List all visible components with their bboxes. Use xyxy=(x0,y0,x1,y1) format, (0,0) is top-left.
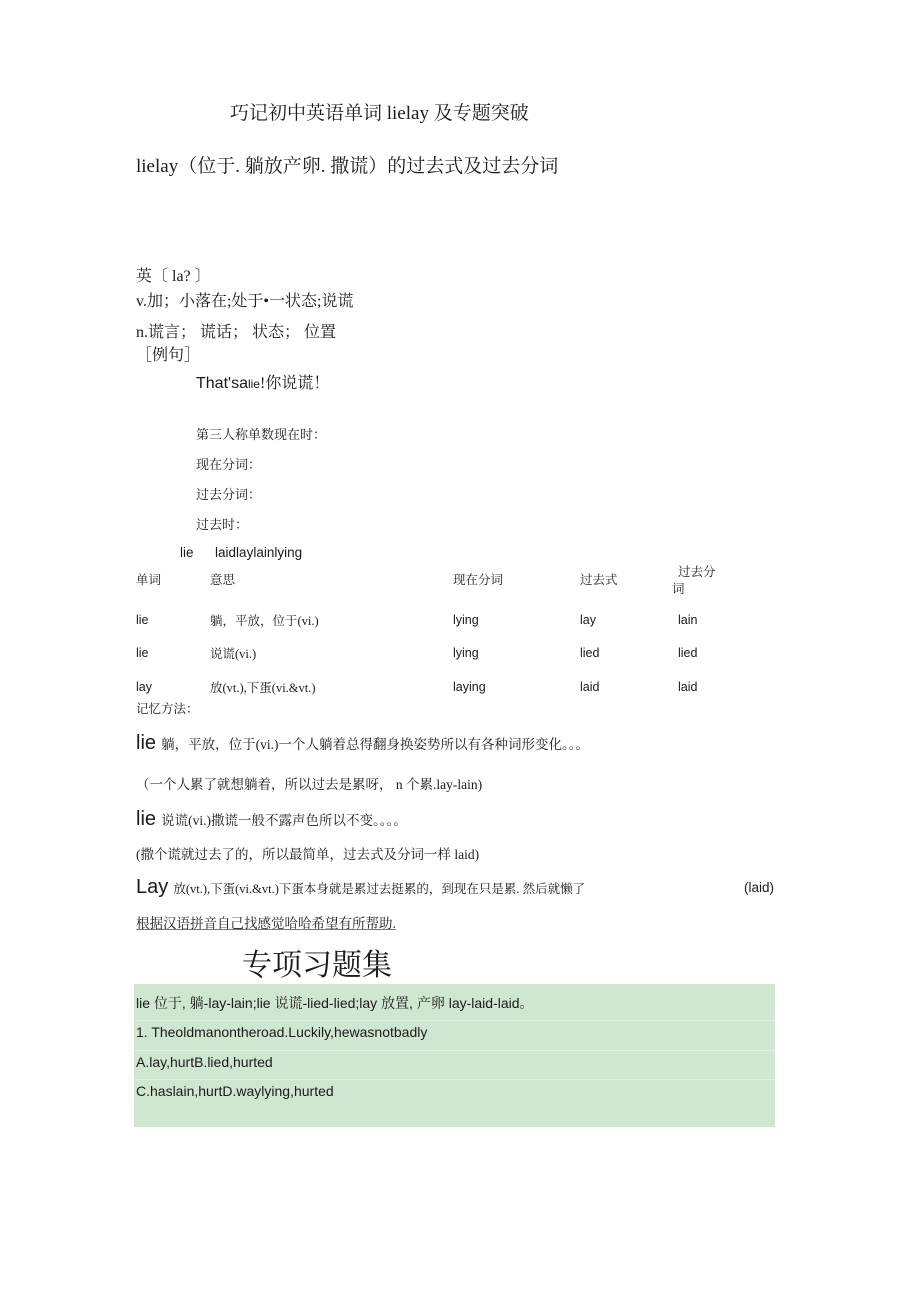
exercise-options-cd: C.haslain,hurtD.waylying,hurted xyxy=(136,1083,334,1099)
exercise-summary-row xyxy=(134,984,775,1021)
memory-item-lie-lie xyxy=(136,732,589,755)
table-header-past-participle-2: 词 xyxy=(672,582,685,596)
example-label: ［例句］ xyxy=(136,347,201,364)
memory-head: lie xyxy=(136,732,157,754)
cell-past-participle: lied xyxy=(678,646,698,660)
cell-word: lay xyxy=(136,680,152,694)
cell-present-participle: lying xyxy=(453,646,479,660)
example-sentence xyxy=(196,370,329,393)
cell-past-participle: lain xyxy=(678,613,698,627)
document-subtitle: lielay（位于. 躺放产卵. 撒谎）的过去式及过去分词 xyxy=(136,156,559,177)
forms-line-values: laidlaylainlying xyxy=(215,545,303,560)
table-header-past-participle-1: 过去分 xyxy=(678,565,716,579)
memory-text: 放(vt.),下蛋(vi.&vt.)下蛋本身就是累过去挺累的，到现在只是累. 然后就懒了 xyxy=(173,882,586,896)
exercise-options-ab-row xyxy=(134,1051,775,1080)
table-header-meaning: 意思 xyxy=(210,573,236,587)
form-third-person: 第三人称单数现在时： xyxy=(196,427,327,442)
memory-note: (撒个谎就过去了的，所以最简单，过去式及分词一样 laid) xyxy=(136,847,480,862)
exercise-box xyxy=(134,984,775,1127)
cell-past: lay xyxy=(580,613,596,627)
exercise-summary: lie 位于, 躺-lay-lain;lie 说谎-lied-lied;lay 放置, 产卵 lay-laid-laid。 xyxy=(136,995,534,1011)
cell-past: lied xyxy=(580,646,600,660)
memory-head: lie xyxy=(136,808,157,830)
memory-tail: (laid) xyxy=(744,880,775,895)
memory-item-lay xyxy=(136,876,585,899)
table-header-word: 单词 xyxy=(136,573,162,587)
form-past-tense: 过去时： xyxy=(196,517,249,532)
memory-text: 说谎(vi.)撒谎一般不露声色所以不变。。。。 xyxy=(161,813,407,828)
memory-label: 记忆方法： xyxy=(136,702,199,716)
document-title: 巧记初中英语单词 lielay 及专题突破 xyxy=(230,103,529,124)
example-zh: !你说谎！ xyxy=(259,375,330,392)
forms-line-word: lie xyxy=(180,545,194,560)
cell-meaning: 放(vt.),下蛋(vi.&vt.) xyxy=(210,681,316,695)
form-past-participle: 过去分词： xyxy=(196,487,262,502)
exercise-title: 专项习题集 xyxy=(242,949,392,982)
cell-word: lie xyxy=(136,613,149,627)
cell-past-participle: laid xyxy=(678,680,698,694)
phonetic: 英〔 la? 〕 xyxy=(136,268,211,285)
memory-item-lie-tell xyxy=(136,808,407,831)
exercise-question-row xyxy=(134,1021,775,1051)
table-header-past: 过去式 xyxy=(580,573,618,587)
verb-definition: v.加；小落在;处于•一状态;说谎 xyxy=(136,293,354,310)
exercise-options-cd-row xyxy=(134,1080,775,1126)
cell-meaning: 躺，平放，位于(vi.) xyxy=(210,614,319,628)
memory-note: （一个人累了就想躺着，所以过去是累呀， n 个累.lay-lain) xyxy=(136,777,483,792)
exercise-options-ab: A.lay,hurtB.lied,hurted xyxy=(136,1054,273,1070)
cell-word: lie xyxy=(136,646,149,660)
closing-note: 根据汉语拼音自己找感觉哈哈希望有所帮助. xyxy=(136,916,396,931)
cell-meaning: 说谎(vi.) xyxy=(210,647,257,661)
forms-line xyxy=(180,545,302,560)
example-en: That'sa xyxy=(196,375,248,392)
exercise-question: 1. Theoldmanontheroad.Luckily,hewasnotbadly xyxy=(136,1024,428,1040)
memory-text: 躺，平放，位于(vi.)一个人躺着总得翻身换姿势所以有各种词形变化。。。 xyxy=(161,737,589,752)
cell-past: laid xyxy=(580,680,600,694)
noun-definition: n.谎言； 谎话； 状态； 位置 xyxy=(136,324,337,341)
example-lie: lie xyxy=(247,377,260,391)
cell-present-participle: laying xyxy=(453,680,486,694)
memory-head: Lay xyxy=(136,876,169,898)
form-present-participle: 现在分词： xyxy=(196,457,262,472)
cell-present-participle: lying xyxy=(453,613,479,627)
table-header-present-participle: 现在分词 xyxy=(453,573,504,587)
